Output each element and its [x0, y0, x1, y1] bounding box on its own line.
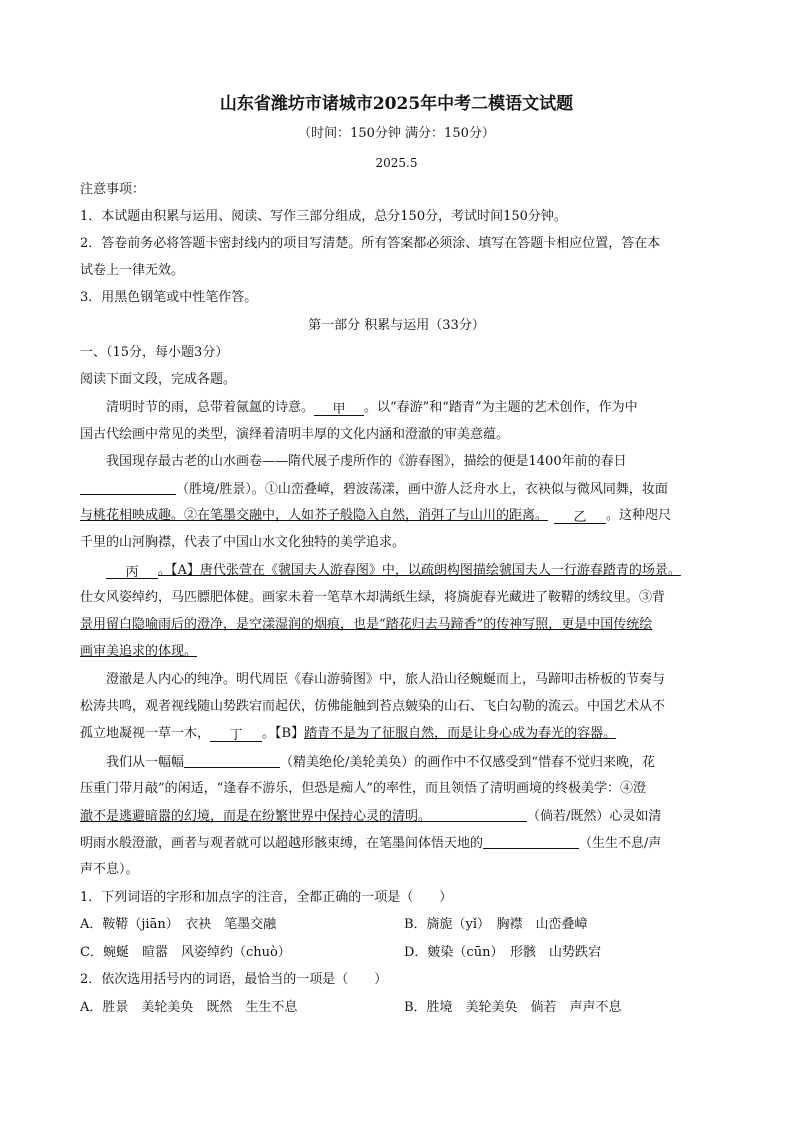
passage-line: 景用留白隐喻雨后的澄净，是空漾湿润的烟痕，也是“踏花归去马蹄香”的传神写照，更是中国传统绘	[80, 617, 653, 632]
passage-line: 澄澈是人内心的纯净。明代周臣《春山游骑图》中，旅人沿山径蜿蜒而上，马蹄叩击桥板的节奏与	[106, 672, 666, 687]
passage-line	[106, 563, 720, 579]
passage-text: 。以“春游”和“踏青”为主题的艺术创作，作为中	[364, 400, 638, 415]
passage-text: 孤立地凝视一草一木，	[80, 726, 211, 741]
exam-date: 2025.5	[375, 156, 418, 170]
passage-line	[80, 481, 720, 498]
question-1-option-b[interactable]: B．旖旎（yǐ） 胸襟 山峦叠嶂	[404, 917, 588, 932]
passage-line: 国古代绘画中常见的类型，演绎着清明丰厚的文化内涵和澄澈的审美意蕴。	[80, 427, 510, 442]
answer-blank	[80, 481, 176, 495]
notice-item-3: 3．用黑色钢笔或中性笔作答。	[80, 290, 258, 305]
question-2-option-b[interactable]: B．胜境 美轮美奂 倘若 声声不息	[404, 1000, 622, 1015]
notice-item-2-cont: 试卷上一律无效。	[80, 263, 185, 278]
passage-text: 我们从一幅幅	[106, 755, 185, 770]
passage-line	[80, 508, 720, 524]
question-2: 2．依次选用括号内的词语，最恰当的一项是（ ）	[80, 972, 388, 987]
exam-meta: （时间：150分钟 满分：150分）	[298, 126, 495, 141]
passage-line	[80, 835, 720, 852]
passage-line: 压重门带月敲”的闲适，“逢春不游乐，但恐是痴人”的率性，而且领悟了清明画境的终极美学：④澄	[80, 781, 646, 796]
passage-line: 松涛共鸣，观者视线随山势跌宕而起伏，仿佛能触到苔点皴染的山石、飞白勾勒的流云。中国艺术从不	[80, 699, 666, 714]
question-2-option-a[interactable]: A．胜景 美轮美奂 既然 生生不息	[80, 1000, 298, 1015]
passage-text: （生生不息/声	[579, 836, 662, 851]
passage-line: 仕女风姿绰约，马匹膘肥体健。画家未着一笔草木却满纸生绿，将旖旎春光藏进了鞍鞯的绣纹里。③背	[80, 590, 666, 605]
notice-heading: 注意事项：	[80, 182, 146, 197]
passage-text: 。这种咫尺	[606, 508, 672, 523]
answer-blank	[431, 808, 527, 822]
passage-line	[106, 400, 720, 416]
passage-text: （精美绝伦/美轮美奂）的画作中不仅感受到“惜春不觉归来晚，花	[280, 755, 656, 770]
notice-item-2: 2．答卷前务必将答题卡密封线内的项目写清楚。所有答案都必须涂、填写在答题卡相应位置，答在本	[80, 236, 661, 251]
passage-line: 我国现存最古老的山水画卷——隋代展子虔所作的《游春图》，描绘的便是1400年前的春日	[106, 454, 627, 469]
blank-ding: 丁	[210, 728, 262, 742]
reading-instruction: 阅读下面文段，完成各题。	[80, 372, 237, 387]
blank-jia: 甲	[314, 402, 364, 416]
passage-text: 澈不是逃避暗嚣的幻境，而是在纷繁世界中保持心灵的清明。	[80, 809, 432, 824]
passage-text: 明雨水般澄澈，画者与观者就可以超越形骸束缚，在笔墨间体悟天地的	[80, 836, 484, 851]
passage-text: 与桃花相映成趣。②在笔墨交融中，人如芥子般隐入自然，消弭了与山川的距离。	[80, 508, 549, 523]
passage-line: 画审美追求的体现。	[80, 644, 198, 659]
passage-line: 声不息）。	[80, 862, 139, 877]
blank-yi: 乙	[554, 510, 606, 524]
passage-text: （胜境/胜景）。①山峦叠嶂，碧波荡漾，画中游人泛舟水上，衣袂似与微风同舞，妆面	[176, 482, 668, 497]
passage-line: 千里的山河胸襟，代表了中国山水文化独特的美学追求。	[80, 535, 406, 550]
answer-blank	[184, 754, 280, 768]
question-1-option-c[interactable]: C．蜿蜒 暄嚣 风姿绰约（chuò）	[80, 945, 291, 960]
part1-heading: 第一部分 积累与运用（33分）	[308, 318, 485, 333]
question-1: 1．下列词语的字形和加点字的注音，全都正确的一项是（ ）	[80, 890, 453, 905]
passage-text: （倘若/既然）心灵如清	[527, 809, 662, 824]
blank-bing: 丙	[106, 565, 158, 579]
passage-line	[80, 726, 720, 742]
passage-line	[80, 808, 720, 825]
passage-text: 踏青不是为了征服自然，而是让身心成为春光的容器。	[304, 726, 617, 741]
passage-text: 。【B】	[262, 726, 305, 741]
answer-blank	[483, 835, 579, 849]
passage-text: 。【A】唐代张萱在《虢国夫人游春图》中，以疏朗构图描绘虢国夫人一行游春踏青的场景。	[158, 563, 681, 578]
passage-text: 清明时节的雨，总带着氤氲的诗意。	[106, 400, 315, 415]
question-1-option-d[interactable]: D．皴染（cūn） 形骸 山势跌宕	[404, 945, 601, 960]
question-group-heading: 一、（15分，每小题3分）	[80, 345, 229, 360]
passage-line	[106, 754, 720, 771]
notice-item-1: 1．本试题由积累与运用、阅读、写作三部分组成，总分150分，考试时间150分钟。	[80, 209, 567, 224]
question-1-option-a[interactable]: A．鞍鞯（jiān） 衣袂 笔墨交融	[80, 917, 277, 932]
page-title: 山东省潍坊市诸城市2025年中考二模语文试题	[219, 94, 574, 114]
